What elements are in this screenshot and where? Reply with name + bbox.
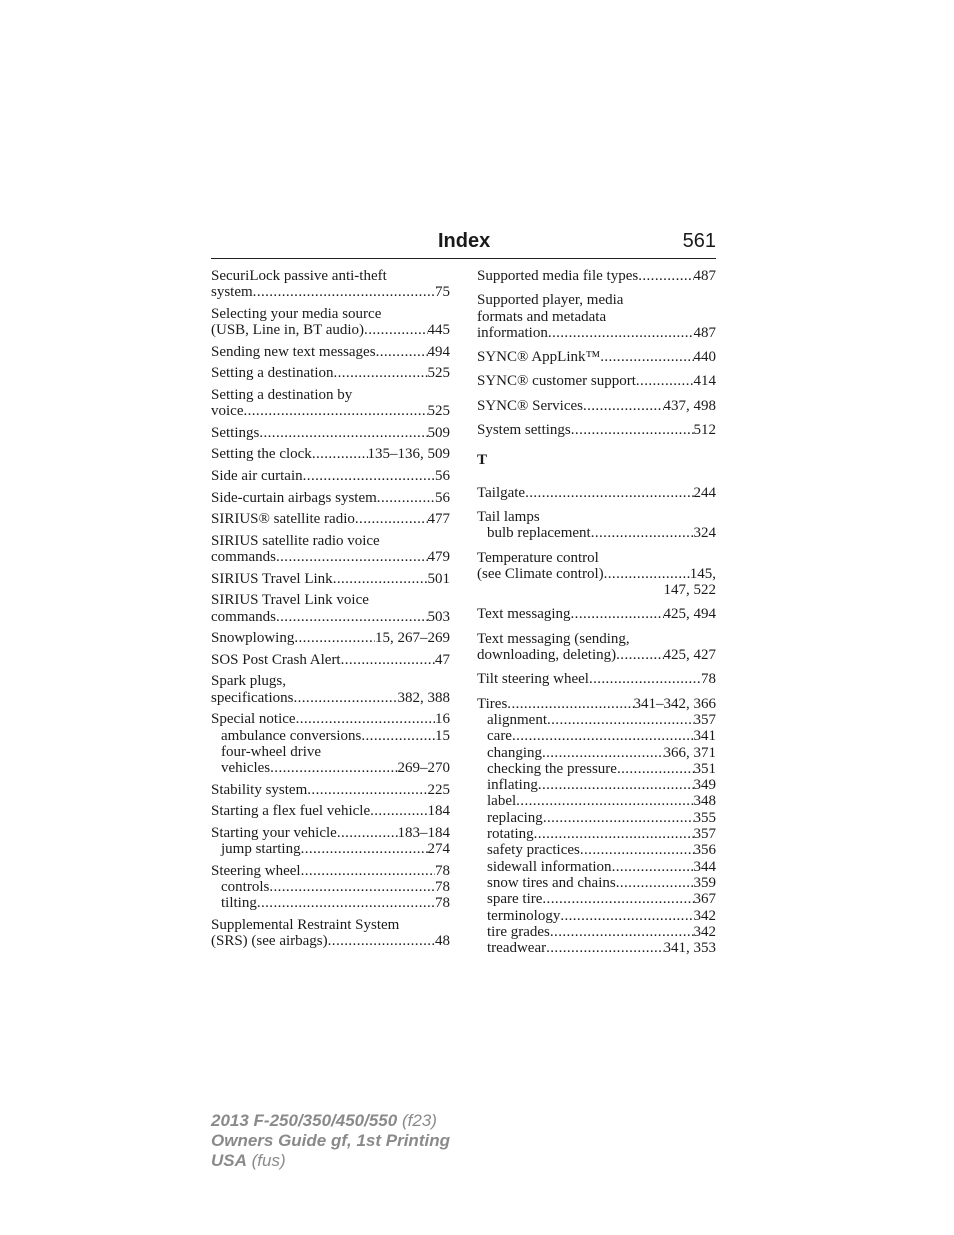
index-term: replacing [487,809,543,826]
dot-leader [307,782,427,798]
footer-guide: Owners Guide gf, 1st Printing [211,1131,450,1150]
page-reference: 47 [435,651,450,668]
index-entry [211,917,450,950]
dot-leader [328,933,435,949]
index-term: (SRS) (see airbags) [211,933,328,950]
dot-leader [547,712,694,728]
index-term: Setting the clock [211,446,312,463]
page-reference: 525 [427,365,450,382]
dot-leader [355,511,428,527]
page-reference: 477 [427,511,450,528]
index-term: SIRIUS Travel Link [211,570,333,587]
index-entry-line [211,425,450,441]
index-entry-line [211,344,450,360]
index-subentry-line [477,842,716,858]
page-reference: 501 [427,570,450,587]
index-term: Tilt steering wheel [477,671,589,688]
index-entry-line [211,652,450,668]
index-entry-line [211,592,450,608]
index-entry [477,631,716,664]
index-entry [477,268,716,284]
index-subentry-line [477,859,716,875]
page-reference: 382, 388 [397,689,450,706]
dot-leader [507,696,633,712]
page-reference: 183–184 [397,824,450,841]
index-entry [211,446,450,462]
index-term: commands [211,608,276,625]
index-entry-line [477,566,716,582]
dot-leader [591,525,694,541]
index-entry-line [211,306,450,322]
index-term: Supported player, media [477,292,624,309]
index-subentry-line [211,841,450,857]
dot-leader [583,398,664,414]
index-section-t [477,485,716,957]
index-entry-line [211,322,450,338]
index-subentry-line [211,895,450,911]
page-reference: 348 [693,793,716,810]
dot-leader [294,630,375,646]
index-term: SYNC® Services [477,397,583,414]
dot-leader [542,745,664,761]
dot-leader [333,571,428,587]
index-term: voice [211,403,244,420]
index-entry-line [477,485,716,501]
section-letter: T [477,452,488,469]
page-reference: 78 [435,895,450,912]
dot-leader [580,842,694,858]
index-entry [477,550,716,599]
page-reference: 75 [435,284,450,301]
index-entry [211,306,450,339]
index-entry-line [211,782,450,798]
index-entry-line [211,825,450,841]
dot-leader [589,671,701,687]
page-reference: 342 [693,923,716,940]
page-reference: 357 [693,826,716,843]
index-entry [211,468,450,484]
footer-model: 2013 F-250/350/450/550 [211,1111,398,1130]
index-term: checking the pressure [487,760,617,777]
index-entry [211,490,450,506]
dot-leader [376,344,428,360]
index-term: Sending new text messages [211,343,376,360]
index-term: SIRIUS® satellite radio [211,511,355,528]
index-subentry-line [477,793,716,809]
page-reference: 147, 522 [663,582,716,599]
index-term: commands [211,549,276,566]
index-entry-line [477,696,716,712]
index-term: Side-curtain airbags system [211,489,377,506]
index-column-right [477,268,716,964]
dot-leader [616,647,663,663]
page-reference: 367 [693,891,716,908]
index-section-s [477,268,716,438]
page-reference: 356 [693,842,716,859]
page-reference: 56 [435,468,450,485]
dot-leader [293,690,397,706]
footer-model-code: (f23) [401,1111,437,1130]
dot-leader [636,373,694,389]
index-term: Settings [211,424,260,441]
dot-leader [276,609,428,625]
dot-leader [560,908,693,924]
index-column-left [211,268,450,955]
index-term: SYNC® customer support [477,373,636,390]
index-entry-line [211,863,450,879]
index-term: care [487,728,512,745]
dot-leader [259,425,427,441]
dot-leader [333,365,427,381]
index-subentry-line [211,760,450,776]
index-entry [211,511,450,527]
dot-leader [571,422,694,438]
page-reference: 15 [435,727,450,744]
index-term: alignment [487,711,547,728]
index-entry-line [211,284,450,300]
index-entry [211,630,450,646]
index-entry-line [477,268,716,284]
footer-market: USA [211,1151,247,1170]
index-term: snow tires and chains [487,874,616,891]
page-reference: 48 [435,933,450,950]
index-entry-line [477,325,716,341]
dot-leader [546,940,663,956]
index-entry-line [211,403,450,419]
index-term: system [211,284,253,301]
index-term: rotating [487,826,534,843]
index-entry-line [211,533,450,549]
index-entry [211,387,450,420]
index-term: specifications [211,689,294,706]
index-term: inflating [487,777,538,794]
index-entry [211,711,450,776]
page-reference: 135–136, 509 [367,446,450,463]
index-term: tire grades [487,923,550,940]
page-reference: 357 [693,711,716,728]
dot-leader [617,761,694,777]
index-term: Tires [477,695,508,712]
index-entry [477,292,716,341]
page-reference: 341, 353 [663,940,716,957]
index-subentry-line [477,891,716,907]
page-reference: 425, 427 [663,647,716,664]
index-term: ambulance conversions [221,727,362,744]
dot-leader [600,349,693,365]
dot-leader [538,777,694,793]
page-reference: 351 [693,760,716,777]
index-term: Text messaging [477,606,571,623]
index-term: vehicles [221,760,271,777]
page-reference: 341 [693,728,716,745]
index-term: terminology [487,907,561,924]
dot-leader [616,875,694,891]
dot-leader [612,859,694,875]
index-entry-line [477,398,716,414]
index-subentry-line [477,908,716,924]
index-entry-line [477,309,716,325]
dot-leader [516,793,693,809]
index-entry-line [211,690,450,706]
index-term: SecuriLock passive anti-theft [211,268,387,284]
page-reference: 78 [701,671,716,688]
page-reference: 487 [693,324,716,341]
index-term: Steering wheel [211,862,301,879]
index-entry-line [211,711,450,727]
index-entry-line [211,571,450,587]
page-reference: 344 [693,858,716,875]
index-subentry-line [477,777,716,793]
dot-leader [550,924,694,940]
index-subentry-line [477,940,716,956]
page-reference: 525 [427,403,450,420]
page-reference: 503 [427,608,450,625]
index-entry-line [477,373,716,389]
index-term: bulb replacement [487,525,591,542]
dot-leader [571,606,664,622]
dot-leader [269,879,435,895]
dot-leader [512,728,694,744]
index-subentry-line [477,875,716,891]
index-entry-line [477,647,716,663]
page-reference: 440 [693,349,716,366]
index-term: (USB, Line in, BT audio) [211,322,365,339]
dot-leader [301,863,435,879]
page-title: Index [438,230,491,252]
index-entry-line [477,631,716,647]
dot-leader [377,490,435,506]
index-term: SIRIUS Travel Link voice [211,592,369,609]
index-entry-line [211,490,450,506]
page-reference: 414 [693,373,716,390]
page-reference: 16 [435,711,450,728]
index-term: label [487,793,517,810]
dot-leader [542,891,693,907]
index-entry [477,671,716,687]
index-entry-line [477,671,716,687]
index-subentry-line [477,728,716,744]
index-entry-line [211,387,450,403]
index-entry-line [477,550,716,566]
index-term: Special notice [211,711,296,728]
index-entry [211,365,450,381]
footer-market-code: (fus) [251,1151,286,1170]
index-term: Side air curtain [211,468,303,485]
page-reference: 437, 498 [663,397,716,414]
index-term: System settings [477,422,571,439]
dot-leader [341,652,435,668]
index-entry [211,592,450,625]
index-term: Supplemental Restraint System [211,917,400,934]
page-reference: 56 [435,489,450,506]
page-reference: 342 [693,907,716,924]
index-term: Temperature control [477,549,599,566]
dot-leader [312,446,368,462]
index-subentry-line [477,924,716,940]
index-entry-line [211,917,450,933]
index-term: Starting a flex fuel vehicle [211,803,371,820]
index-term: jump starting [221,841,301,858]
index-entry [477,422,716,438]
index-entry-line [477,422,716,438]
page-reference: 366, 371 [663,744,716,761]
index-entry [211,533,450,566]
page-footer [211,1111,450,1171]
index-entry-line [477,292,716,308]
index-term: Selecting your media source [211,305,382,322]
index-subentry-line [477,745,716,761]
page-reference: 225 [427,781,450,798]
page-reference: 355 [693,809,716,826]
index-term: four-wheel drive [221,743,322,760]
dot-leader [337,825,398,841]
index-term: Setting a destination by [211,386,353,403]
page-reference: 509 [427,424,450,441]
dot-leader [253,284,435,300]
dot-leader [534,826,694,842]
index-term: controls [221,879,270,896]
index-entry-line [211,630,450,646]
dot-leader [370,803,427,819]
dot-leader [270,760,397,776]
index-term: SYNC® AppLink™ [477,349,601,366]
index-entry-line [477,606,716,622]
index-entry [477,373,716,389]
page-reference: 445 [427,322,450,339]
index-entry-line [211,468,450,484]
index-term: Starting your vehicle [211,824,337,841]
dot-leader [638,268,693,284]
index-entry [211,825,450,858]
dot-leader [303,468,435,484]
index-subentry-line [211,728,450,744]
index-entry [211,782,450,798]
dot-leader [361,728,435,744]
page-reference: 244 [693,484,716,501]
dot-leader [243,403,427,419]
index-entry-line [211,511,450,527]
index-subentry-line [477,712,716,728]
dot-leader [548,325,694,341]
index-term: Spark plugs, [211,673,286,690]
index-term: Stability system [211,781,308,798]
page-reference: 494 [427,343,450,360]
index-entry [211,803,450,819]
index-entry [477,398,716,414]
index-term: changing [487,744,542,761]
index-subentry-line [477,525,716,541]
dot-leader [276,549,428,565]
index-subentry-line [211,879,450,895]
index-entry [211,425,450,441]
index-entry [477,509,716,542]
page-reference: 78 [435,879,450,896]
page-reference: 324 [693,525,716,542]
index-term: formats and metadata [477,308,607,325]
index-entry-line [211,268,450,284]
index-term: Supported media file types [477,268,639,284]
index-term: treadwear [487,940,547,957]
index-entry-line [477,582,716,598]
index-term: SIRIUS satellite radio voice [211,532,380,549]
index-subentry-line [477,810,716,826]
page-number: 561 [682,230,716,252]
index-term: safety practices [487,842,580,859]
page-header [211,228,716,259]
index-term: Setting a destination [211,365,334,382]
index-entry [477,606,716,622]
page-reference: 274 [427,841,450,858]
index-subentry-line [477,826,716,842]
dot-leader [604,566,690,582]
page-reference: 184 [427,803,450,820]
index-term: spare tire [487,891,543,908]
index-term: Tail lamps [477,508,540,525]
index-entry [211,863,450,912]
index-entry-line [477,349,716,365]
index-entry [477,696,716,957]
index-term: Tailgate [477,484,526,501]
index-entry-line [211,933,450,949]
index-term: Text messaging (sending, [477,630,630,647]
page-reference: 487 [693,268,716,284]
index-entry [211,571,450,587]
index-entry [211,652,450,668]
index-entry-line [477,509,716,525]
index-subentry-line [477,761,716,777]
dot-leader [296,711,435,727]
page-reference: 269–270 [397,760,450,777]
dot-leader [525,485,693,501]
index-term: information [477,324,548,341]
index-entry [211,673,450,706]
dot-leader [301,841,428,857]
index-term: tilting [221,895,257,912]
index-entry-line [211,609,450,625]
dot-leader [543,810,694,826]
dot-leader [364,322,427,338]
index-term: sidewall information [487,858,612,875]
page-reference: 145, [689,565,716,582]
index-entry-line [211,549,450,565]
index-subentry-line [211,744,450,760]
index-term: SOS Post Crash Alert [211,651,341,668]
index-entry-line [211,446,450,462]
page-reference: 479 [427,549,450,566]
index-entry [211,268,450,301]
page-reference: 349 [693,777,716,794]
index-entry [477,349,716,365]
index-term: downloading, deleting) [477,647,617,664]
index-entry-line [211,673,450,689]
index-term: (see Climate control) [477,565,604,582]
dot-leader [257,895,435,911]
index-entry [211,344,450,360]
page-reference: 359 [693,874,716,891]
index-entry [477,485,716,501]
page-reference: 341–342, 366 [633,695,716,712]
page-reference: 78 [435,862,450,879]
page-reference: 425, 494 [663,606,716,623]
index-entry-line [211,365,450,381]
index-term: Snowplowing [211,630,295,647]
index-entry-line [211,803,450,819]
page-reference: 15, 267–269 [375,630,450,647]
page-reference: 512 [693,422,716,439]
